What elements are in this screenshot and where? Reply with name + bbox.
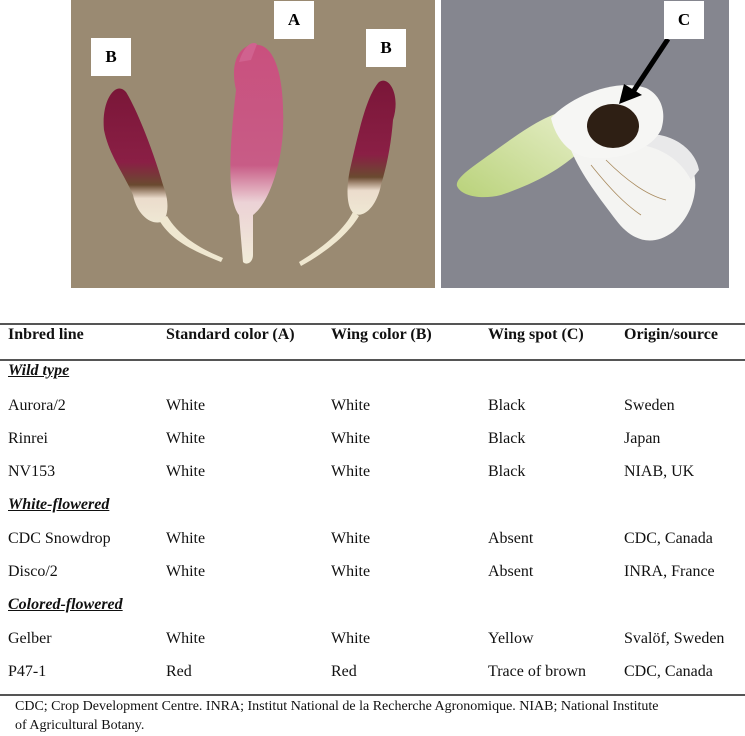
cell-standard: White: [166, 630, 206, 647]
cell-line: CDC Snowdrop: [8, 530, 111, 547]
cell-wing: White: [331, 563, 371, 580]
cell-line: Rinrei: [8, 430, 48, 447]
cell-wing: White: [331, 430, 371, 447]
label-a: A: [274, 1, 314, 39]
cell-origin: Sweden: [624, 397, 675, 414]
group-title-colored-flowered: Colored-flowered: [8, 596, 123, 613]
cell-standard: White: [166, 563, 206, 580]
label-c: C: [664, 1, 704, 39]
cell-origin: NIAB, UK: [624, 463, 695, 480]
cell-spot: Trace of brown: [488, 663, 587, 680]
cell-spot: Absent: [488, 563, 534, 580]
cell-spot: Yellow: [488, 630, 534, 647]
cell-spot: Black: [488, 397, 526, 414]
cell-standard: Red: [166, 663, 192, 680]
cell-standard: White: [166, 430, 206, 447]
group-title-white-flowered: White-flowered: [8, 496, 110, 513]
cell-standard: White: [166, 397, 206, 414]
cell-wing: Red: [331, 663, 357, 680]
cell-wing: White: [331, 397, 371, 414]
label-b-right: B: [366, 29, 406, 67]
footnote-line-1: CDC; Crop Development Centre. INRA; Institut National de la Recherche Agronomique. NIAB; National Institute: [15, 699, 659, 714]
cell-origin: Svalöf, Sweden: [624, 630, 725, 647]
wing-spot-photo: [441, 0, 729, 288]
footnote-line-2: of Agricultural Botany.: [15, 718, 145, 733]
cell-origin: Japan: [624, 430, 661, 447]
cell-line: NV153: [8, 463, 56, 480]
petals-photo: [71, 0, 435, 288]
cell-standard: White: [166, 463, 206, 480]
label-b-left: B: [91, 38, 131, 76]
header-standard-color: Standard color (A): [166, 326, 295, 343]
cell-standard: White: [166, 530, 206, 547]
table-bottom-rule: [0, 694, 745, 696]
cell-line: Aurora/2: [8, 397, 66, 414]
cell-wing: White: [331, 530, 371, 547]
cell-spot: Black: [488, 430, 526, 447]
group-title-wild-type: Wild type: [8, 362, 70, 379]
table-header-rule: [0, 359, 745, 361]
cell-spot: Absent: [488, 530, 534, 547]
cell-spot: Black: [488, 463, 526, 480]
cell-origin: INRA, France: [624, 563, 715, 580]
cell-origin: CDC, Canada: [624, 663, 713, 680]
cell-line: P47-1: [8, 663, 47, 680]
header-wing-color: Wing color (B): [331, 326, 432, 343]
cell-origin: CDC, Canada: [624, 530, 713, 547]
header-wing-spot: Wing spot (C): [488, 326, 584, 343]
header-inbred-line: Inbred line: [8, 326, 84, 343]
white-flower-illustration: [441, 0, 729, 288]
cell-wing: White: [331, 630, 371, 647]
cell-line: Disco/2: [8, 563, 58, 580]
header-origin: Origin/source: [624, 326, 718, 343]
cell-line: Gelber: [8, 630, 52, 647]
cell-wing: White: [331, 463, 371, 480]
table-top-rule: [0, 323, 745, 325]
